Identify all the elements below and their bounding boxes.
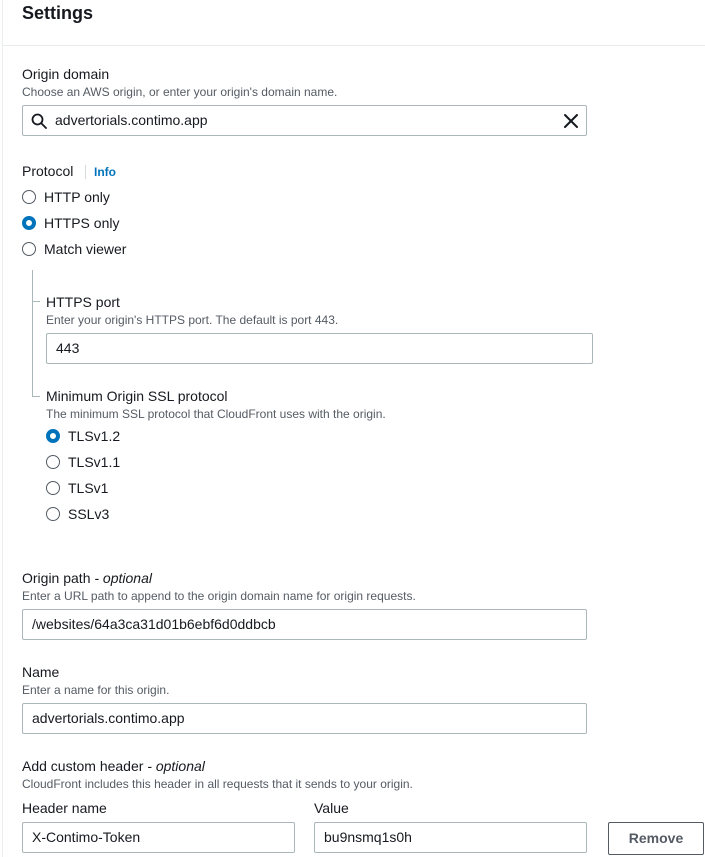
name-input[interactable]: advertorials.contimo.app <box>22 703 587 734</box>
protocol-option-match-viewer[interactable] <box>22 239 126 259</box>
radio-label: TLSv1 <box>68 480 109 496</box>
custom-header-description: CloudFront includes this header in all requests that it sends to your origin. <box>22 777 413 791</box>
search-icon <box>31 113 47 129</box>
tree-connector-branch <box>32 301 40 302</box>
protocol-option-https-only[interactable] <box>22 213 119 233</box>
settings-header <box>3 0 705 46</box>
protocol-option-http-only[interactable] <box>22 187 110 207</box>
radio-label: HTTPS only <box>44 215 120 231</box>
radio-unchecked-icon[interactable] <box>46 481 60 495</box>
ssl-option-sslv3[interactable] <box>46 504 109 524</box>
optional-suffix: - optional <box>94 570 152 586</box>
protocol-label: Protocol <box>22 163 74 179</box>
https-port-label: HTTPS port <box>46 294 120 310</box>
close-icon[interactable] <box>562 112 580 130</box>
origin-domain-description: Choose an AWS origin, or enter your origin's domain name. <box>22 85 338 99</box>
radio-unchecked-icon[interactable] <box>46 507 60 521</box>
origin-path-description: Enter a URL path to append to the origin domain name for origin requests. <box>22 589 416 603</box>
remove-button[interactable]: Remove <box>608 822 704 855</box>
origin-domain-input[interactable] <box>22 105 587 136</box>
ssl-option-tlsv1-2[interactable] <box>46 426 120 446</box>
origin-domain-value: advertorials.contimo.app <box>55 112 208 128</box>
name-label: Name <box>22 664 60 680</box>
https-port-description: Enter your origin's HTTPS port. The default is port 443. <box>46 313 339 327</box>
radio-unchecked-icon[interactable] <box>22 190 36 204</box>
origin-path-label <box>22 569 152 587</box>
radio-unchecked-icon[interactable] <box>46 455 60 469</box>
ssl-option-tlsv1[interactable] <box>46 478 108 498</box>
header-value-label: Value <box>314 800 349 816</box>
radio-checked-icon[interactable] <box>22 216 36 230</box>
radio-label: TLSv1.2 <box>68 428 121 444</box>
custom-header-label-text: Add custom header <box>22 758 144 774</box>
tree-connector <box>32 270 33 396</box>
radio-label: HTTP only <box>44 189 110 205</box>
header-name-label: Header name <box>22 800 107 816</box>
custom-header-label <box>22 757 205 775</box>
radio-label: Match viewer <box>44 241 127 257</box>
radio-label: TLSv1.1 <box>68 454 121 470</box>
ssl-protocol-label: Minimum Origin SSL protocol <box>46 388 228 404</box>
settings-panel <box>2 0 705 857</box>
header-name-input[interactable]: X-Contimo-Token <box>22 822 295 853</box>
protocol-info-link[interactable]: Info <box>85 165 116 179</box>
optional-suffix: - optional <box>147 758 205 774</box>
name-description: Enter a name for this origin. <box>22 683 170 697</box>
tree-connector-branch <box>32 396 40 397</box>
page-title: Settings <box>22 3 94 23</box>
ssl-option-tlsv1-1[interactable] <box>46 452 120 472</box>
origin-path-label-text: Origin path <box>22 570 91 586</box>
https-port-input[interactable]: 443 <box>46 333 593 364</box>
radio-label: SSLv3 <box>68 506 110 522</box>
origin-domain-label: Origin domain <box>22 66 110 82</box>
ssl-protocol-description: The minimum SSL protocol that CloudFront uses with the origin. <box>46 407 386 421</box>
radio-unchecked-icon[interactable] <box>22 242 36 256</box>
header-value-input[interactable]: bu9nsmq1s0h <box>314 822 587 853</box>
origin-path-input[interactable]: /websites/64a3ca31d01b6ebf6d0ddbcb <box>22 609 587 640</box>
radio-checked-icon[interactable] <box>46 429 60 443</box>
